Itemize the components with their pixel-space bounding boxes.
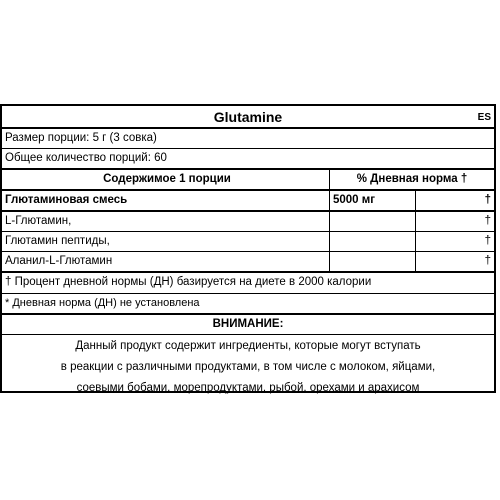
supplement-facts-label	[0, 104, 496, 393]
ingredient-dv: †	[484, 215, 491, 227]
warning-line: в реакции с различными продуктами, в том числе с молоком, яйцами,	[60, 361, 436, 373]
ingredient-amount	[330, 212, 416, 231]
title-row	[2, 106, 494, 129]
table-row	[2, 212, 494, 232]
ingredient-name: Глютаминовая смесь	[2, 191, 330, 210]
footnote-daily-value: † Процент дневной нормы (ДН) базируется на диете в 2000 калории	[5, 276, 372, 288]
daily-value-header: % Дневная норма †	[356, 173, 468, 185]
table-row	[2, 191, 494, 212]
servings-total-text: Общее количество порций: 60	[5, 152, 167, 164]
warning-heading: ВНИМАНИЕ:	[212, 318, 284, 330]
warning-line: Данный продукт содержит ингредиенты, которые могут вступать	[75, 340, 421, 352]
content-header: Содержимое 1 порции	[2, 170, 330, 189]
ingredient-amount: 5000 мг	[330, 191, 416, 210]
ingredient-dv: †	[484, 235, 491, 247]
table-row	[2, 232, 494, 252]
ingredient-name: L-Глютамин,	[2, 212, 330, 231]
footnote-not-established: * Дневная норма (ДН) не установлена	[5, 297, 200, 309]
warning-heading-row	[2, 315, 494, 335]
servings-total-row	[2, 149, 494, 170]
warning-text	[2, 336, 494, 399]
table-row	[2, 252, 494, 273]
serving-size-row	[2, 129, 494, 149]
language-badge: ES	[477, 112, 491, 123]
serving-size-text: Размер порции: 5 г (3 совка)	[5, 132, 157, 144]
footnote-row	[2, 273, 494, 294]
ingredient-dv: †	[484, 255, 491, 267]
ingredient-dv: †	[484, 194, 491, 206]
ingredient-amount	[330, 232, 416, 251]
table-header-row	[2, 170, 494, 191]
ingredient-name: Глютамин пептиды,	[2, 232, 330, 251]
footnote-row	[2, 294, 494, 315]
ingredient-name: Аланил-L-Глютамин	[2, 252, 330, 271]
warning-line: соевыми бобами, морепродуктами, рыбой, орехами и арахисом	[76, 382, 420, 394]
product-title: Glutamine	[213, 109, 283, 125]
ingredient-amount	[330, 252, 416, 271]
